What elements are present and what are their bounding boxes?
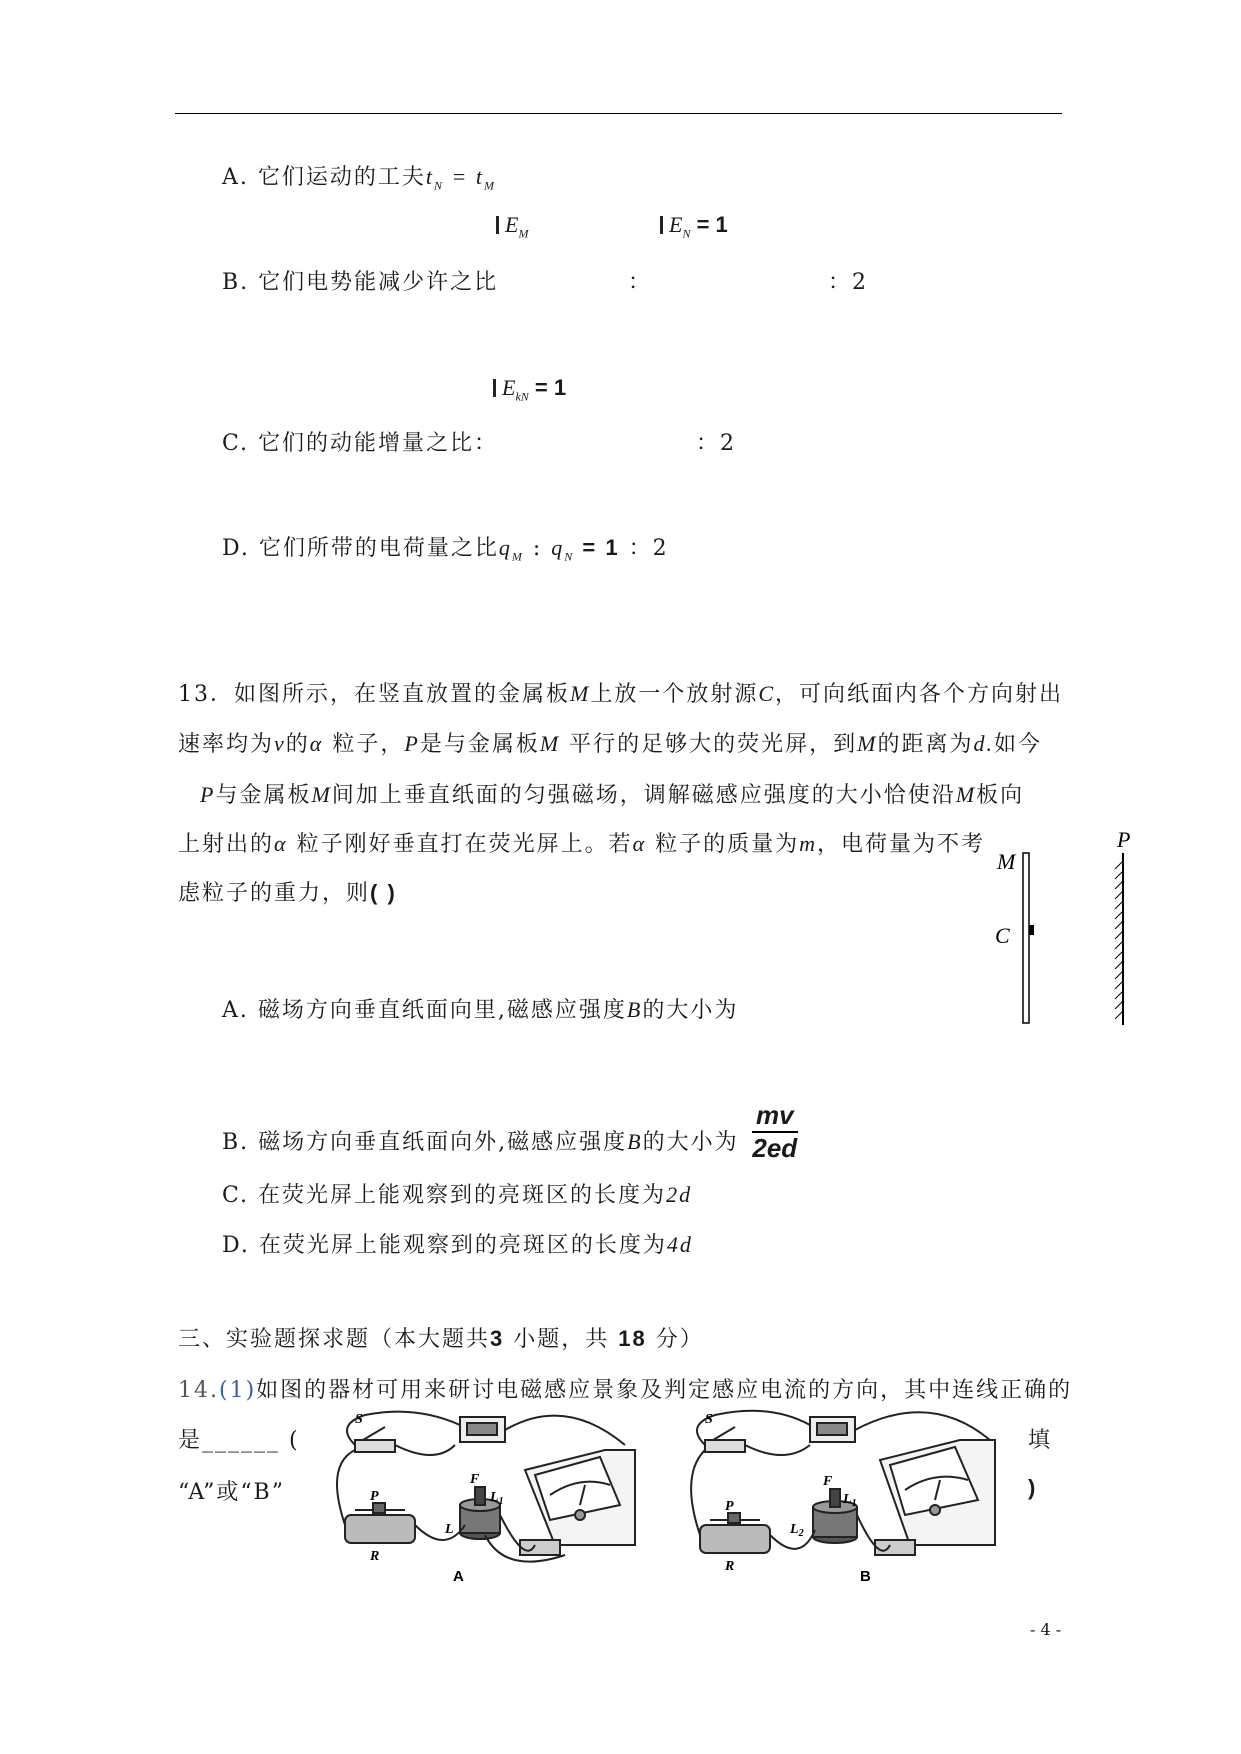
coil-l2-label: L [445, 1522, 454, 1537]
slider-p-label-b: P [725, 1499, 734, 1514]
header-rule [175, 113, 1062, 114]
q12-option-d: D. 它们所带的电荷量之比$q_M$ : $q_N = 1$ ：2 [222, 535, 669, 564]
q13-option-a: A. 磁场方向垂直纸面向里,磁感应强度B的大小为 [222, 997, 739, 1023]
q13-plate-figure [985, 825, 1135, 1025]
q12-option-a: A. 它们运动的工夫$t_N = t_M$ [222, 164, 497, 193]
q12-b-fraction-top-right: $E_N = 1$ [660, 212, 728, 241]
q12-option-b: B. 它们电势能减少许之比 [222, 270, 499, 295]
source-c-label: C [995, 923, 1010, 948]
svg-text:L1: $L_1$ [843, 1492, 857, 1509]
q14-apparatus-figure-b [690, 1405, 1010, 1585]
screen-p-label: P [1117, 827, 1131, 852]
switch-s-label-b: S [705, 1412, 713, 1427]
q14-line-1: 14.(1)如图的器材可用来研讨电磁感应景象及判定感应电流的方向，其中连线正确的 [178, 1378, 1073, 1403]
page-number: - 4 - [1030, 1620, 1062, 1639]
q13-b-fraction: mv 2ed [752, 1100, 798, 1163]
coil-l1-label-b: L [843, 1492, 852, 1507]
q12-b-ratio: ：2 [828, 270, 868, 295]
q13-option-b: B. 磁场方向垂直纸面向外,磁感应强度B的大小为 [222, 1129, 739, 1155]
coil-l2-label-b: L [790, 1522, 799, 1537]
q12-b-colon: ： [628, 270, 653, 295]
q13-line-4: 上射出的α 粒子刚好垂直打在荧光屏上。若α 粒子的质量为m，电荷量为不考 [178, 831, 986, 857]
q13-line-2: 速率均为v的α 粒子，P是与金属板M 平行的足够大的荧光屏，到M的距离为d.如今 [178, 731, 1043, 757]
core-f-label-b: F [823, 1474, 833, 1489]
section-3-title: 三、实验题探求题（本大题共3 小题，共 18 分） [178, 1326, 704, 1352]
svg-text:L1: $L_1$ [490, 1490, 504, 1507]
svg-text:L2: $L_2$ [790, 1522, 804, 1539]
switch-s-label: S [355, 1412, 363, 1427]
q13-option-d: D. 在荧光屏上能观察到的亮斑区的长度为4d [222, 1232, 693, 1258]
q14-apparatus-figure-a [335, 1405, 645, 1585]
slider-p-label: P [370, 1489, 379, 1504]
q14-line-2: 是______ ( [178, 1428, 300, 1453]
q14-line-3: “A”或“B” [178, 1480, 285, 1505]
q13-option-c: C. 在荧光屏上能观察到的亮斑区的长度为2d [222, 1182, 693, 1208]
plate-m-label: M [997, 849, 1016, 874]
q13-line-3: P与金属板M间加上垂直纸面的匀强磁场，调解磁感应强度的大小恰使沿M板向 [200, 782, 1025, 808]
figure-a-caption: A [453, 1568, 464, 1585]
q14-fill-label: 填 [1028, 1428, 1053, 1453]
core-f-label: F [470, 1472, 480, 1487]
q12-c-fraction-top: $E_{kN} = 1$ [493, 375, 566, 404]
rheostat-r-label: R [370, 1549, 380, 1564]
q14-close-paren: ) [1028, 1475, 1038, 1500]
coil-l1-label: L [490, 1490, 499, 1505]
rheostat-r-label-b: R [725, 1559, 735, 1574]
q12-c-ratio: ：2 [696, 431, 736, 456]
figure-b-caption: B [860, 1568, 871, 1585]
q13-line-1: 13．如图所示，在竖直放置的金属板M上放一个放射源C，可向纸面内各个方向射出 [178, 681, 1064, 707]
q12-b-fraction-top: $E_M$ [496, 212, 528, 241]
q13-line-5: 虑粒子的重力，则( ) [178, 880, 397, 906]
q12-option-c: C. 它们的动能增量之比： [222, 431, 499, 456]
